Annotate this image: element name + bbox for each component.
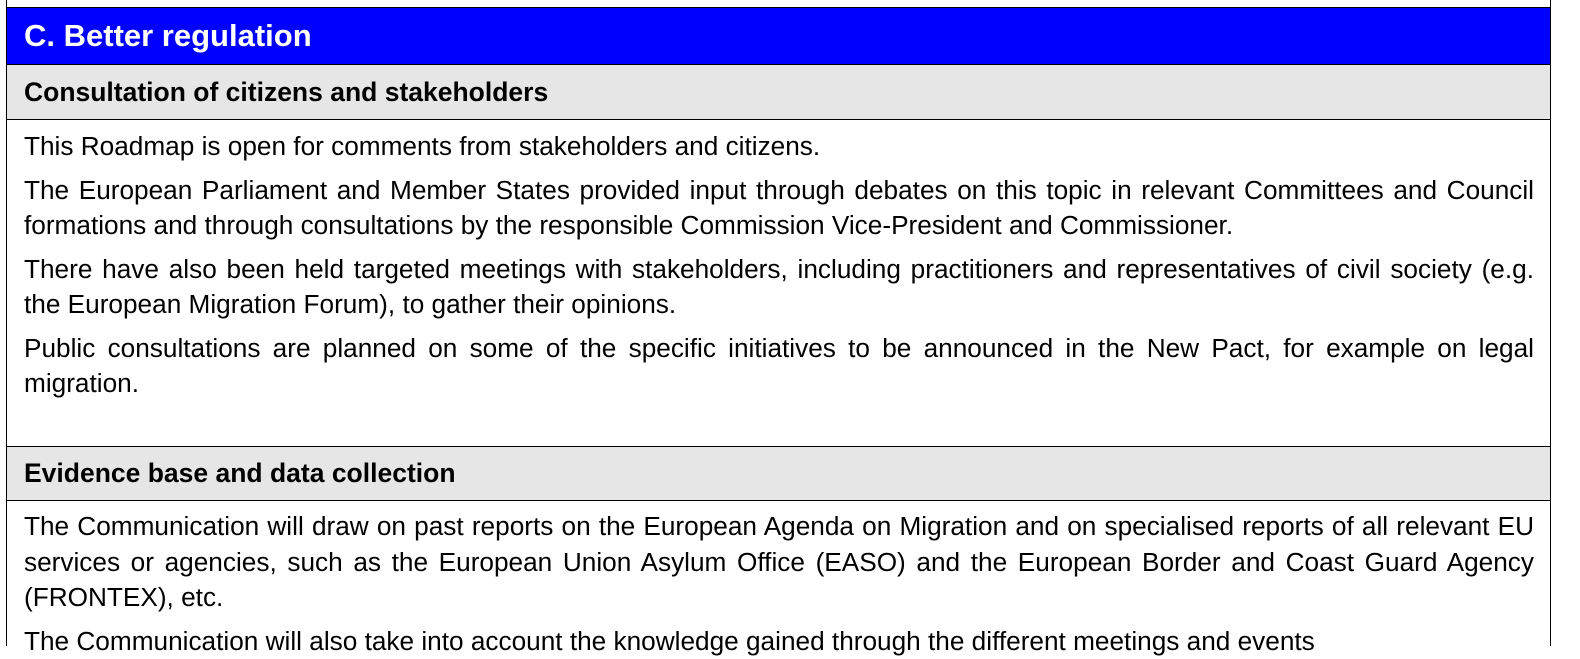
consultation-paragraph: This Roadmap is open for comments from stakeholders and citizens.	[24, 129, 1534, 165]
consultation-paragraph: The European Parliament and Member States provided input through debates on this topic in relevant Committees and Council formations and through consultations by the responsible Commission Vice-President and Commissioner.	[24, 173, 1534, 244]
evidence-heading: Evidence base and data collection	[24, 458, 456, 488]
evidence-heading-row	[7, 446, 1550, 501]
section-title: C. Better regulation	[24, 19, 312, 53]
consultation-heading: Consultation of citizens and stakeholders	[24, 77, 548, 107]
section-header	[7, 7, 1550, 65]
evidence-body	[24, 509, 1534, 659]
consultation-body	[24, 129, 1534, 402]
evidence-paragraph: The Communication will draw on past reports on the European Agenda on Migration and on specialised reports of all relevant EU services or agencies, such as the European Union Asylum Office (EASO) and the European Border and Coast Guard Agency (FRONTEX), etc.	[24, 509, 1534, 616]
consultation-paragraph: Public consultations are planned on some of the specific initiatives to be announced in the New Pact, for example on legal migration.	[24, 331, 1534, 402]
document-page	[6, 0, 1551, 646]
evidence-paragraph: The Communication will also take into account the knowledge gained through the different meetings and events	[24, 624, 1534, 659]
consultation-heading-row	[7, 65, 1550, 120]
consultation-paragraph: There have also been held targeted meetings with stakeholders, including practitioners and representatives of civil society (e.g. the European Migration Forum), to gather their opinions.	[24, 252, 1534, 323]
